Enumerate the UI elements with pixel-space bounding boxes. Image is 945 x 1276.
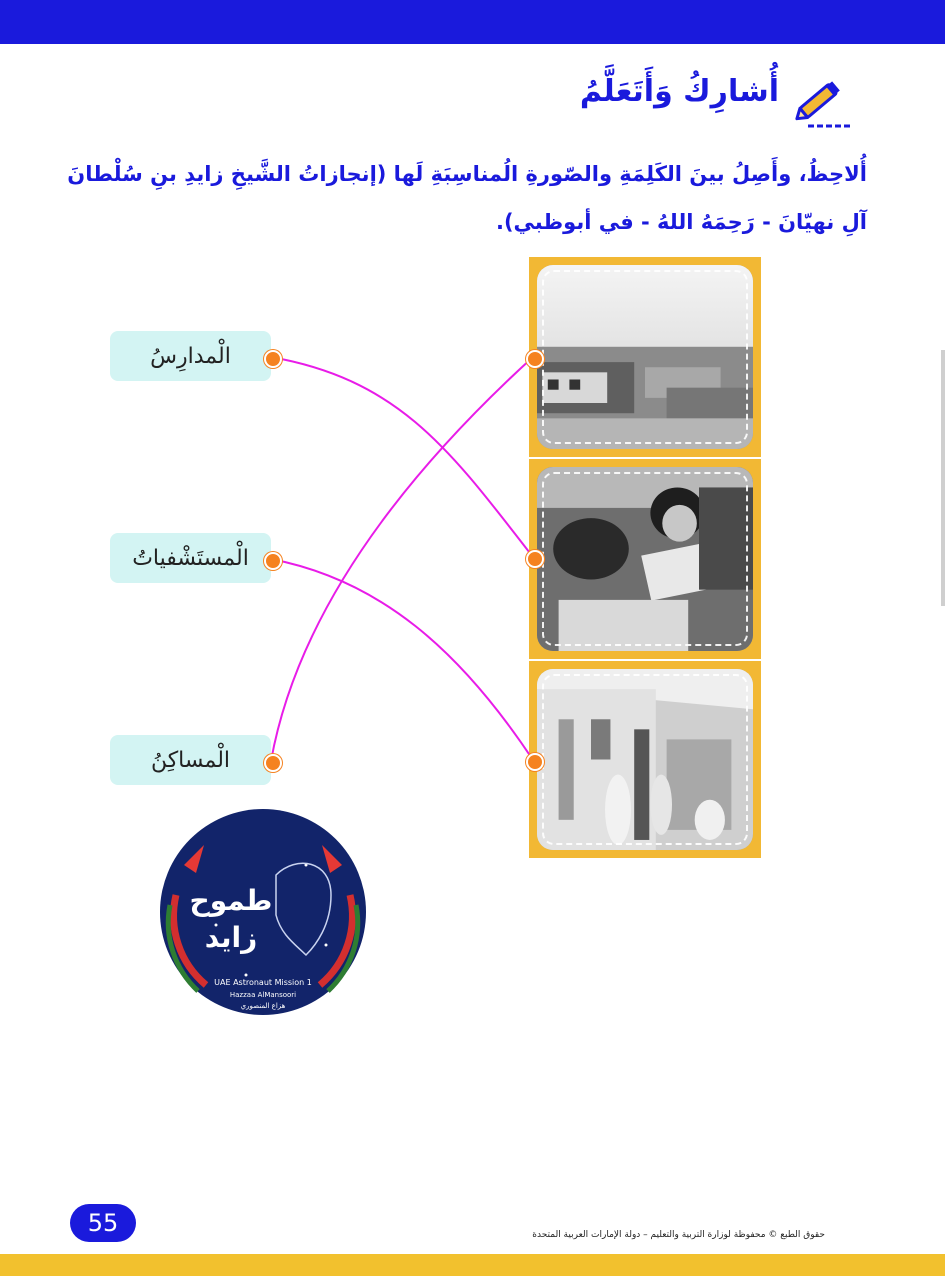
word-connector-dot[interactable] [264, 754, 282, 772]
line-housing-to-city [271, 357, 533, 761]
instruction-text: أُلاحِظُ، وأَصِلُ بينَ الكَلِمَةِ والصّورةِ الُمناسِبَةِ لَها (إنجازاتُ الشَّيخِ زايدِ بنِ سُلْطانَ آلِ نهيّانَ - رَحِمَهُ اللهُ - في أبوظبي). [67, 162, 867, 234]
word-connector-dot[interactable] [264, 552, 282, 570]
pencil-icon [788, 66, 852, 130]
photo-frame-3 [529, 661, 761, 858]
page-edge-mark [941, 350, 945, 606]
logo-english-text-2: Hazzaa AlMansoori [229, 991, 297, 999]
photo-frame-1 [529, 257, 761, 457]
word-label: الْمدارِسُ [150, 343, 231, 369]
photo-frame-2 [529, 459, 761, 659]
line-hospitals-to-hospital [271, 559, 533, 760]
bottom-banner [0, 1254, 945, 1276]
photo-connector-dot[interactable] [526, 350, 544, 368]
photo-connector-dot[interactable] [526, 753, 544, 771]
logo-text-line2: زايد [204, 921, 258, 954]
mission-logo [156, 805, 370, 1019]
logo-text-line1: طموح [189, 884, 273, 917]
copyright-text: حقوق الطبع © محفوظة لوزارة التربية والتعليم – دولة الإمارات العربية المتحدة [532, 1230, 825, 1240]
word-box-hospitals[interactable] [110, 533, 271, 583]
line-schools-to-students [271, 357, 533, 557]
logo-english-text: UAE Astronaut Mission 1 [214, 978, 312, 987]
section-title: أُشارِكُ وَأَتَعَلَّمُ [579, 74, 779, 109]
photo-connector-dot[interactable] [526, 550, 544, 568]
logo-ring-text: هزاع المنصوري [240, 1002, 286, 1010]
page-number: 55 [70, 1204, 136, 1242]
word-label: الْمساكِنُ [150, 747, 231, 773]
word-box-housing[interactable] [110, 735, 271, 785]
word-label: الْمستَشْفياتُ [132, 545, 249, 571]
word-box-schools[interactable] [110, 331, 271, 381]
top-banner [0, 0, 945, 44]
word-connector-dot[interactable] [264, 350, 282, 368]
